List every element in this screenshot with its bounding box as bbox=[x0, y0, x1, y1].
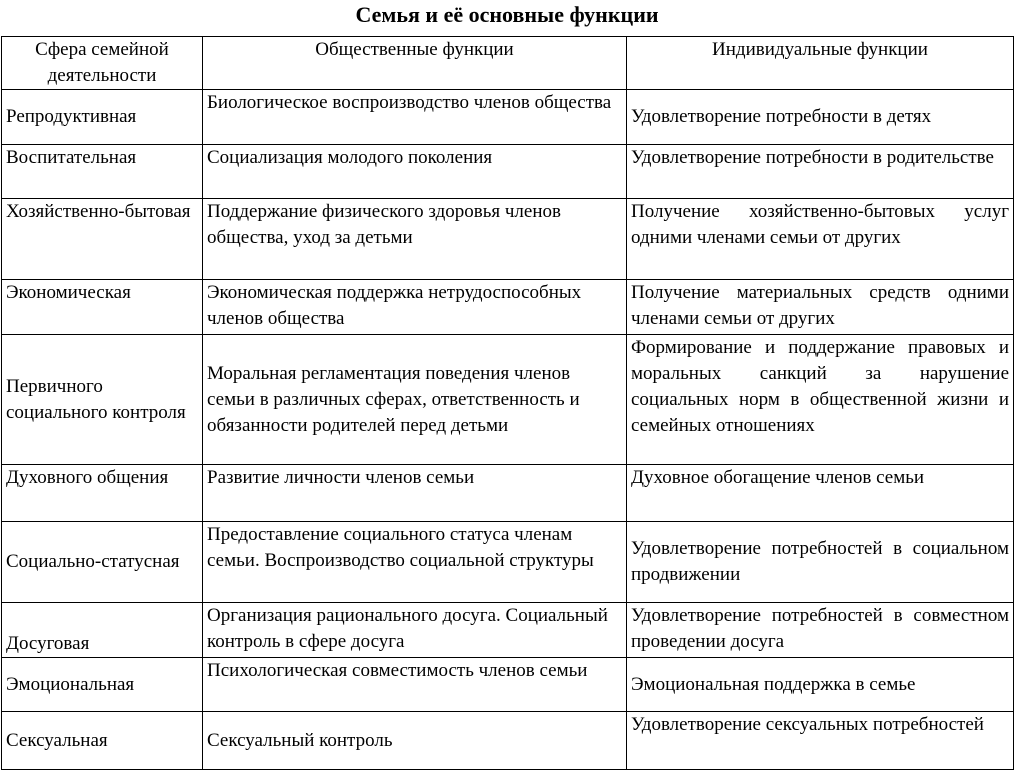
table-row bbox=[2, 658, 1014, 712]
row-sphere: Воспитательная bbox=[2, 145, 203, 199]
table-row bbox=[2, 199, 1014, 280]
row-societal: Моральная регламентация поведения членов семьи в различных сферах, ответственность и обязанности родителей перед детьми bbox=[203, 335, 627, 465]
row-individual: Удовлетворение сексуальных потребностей bbox=[627, 712, 1014, 770]
functions-table bbox=[1, 36, 1014, 770]
row-societal: Социализация молодого поколения bbox=[203, 145, 627, 199]
row-individual: Эмоциональная поддержка в семье bbox=[627, 658, 1014, 712]
row-sphere: Хозяйственно-бытовая bbox=[2, 199, 203, 280]
header-sphere: Сфера семейной деятельности bbox=[2, 37, 203, 90]
row-sphere: Первичного социального контроля bbox=[2, 335, 203, 465]
row-societal: Организация рационального досуга. Социальный контроль в сфере досуга bbox=[203, 603, 627, 658]
row-sphere: Социально-статусная bbox=[2, 522, 203, 603]
table-row bbox=[2, 280, 1014, 335]
row-sphere: Репродуктивная bbox=[2, 90, 203, 145]
row-individual: Духовное обогащение членов семьи bbox=[627, 465, 1014, 522]
table-row bbox=[2, 90, 1014, 145]
row-individual: Формирование и поддержание правовых и моральных санкций за нарушение социальных норм в общественной жизни и семейных отношениях bbox=[627, 335, 1014, 465]
table-row bbox=[2, 465, 1014, 522]
row-individual: Удовлетворение потребности в родительстве bbox=[627, 145, 1014, 199]
row-individual: Удовлетворение потребностей в социальном продвижении bbox=[627, 522, 1014, 603]
row-societal: Биологическое воспроизводство членов общества bbox=[203, 90, 627, 145]
row-societal: Сексуальный контроль bbox=[203, 712, 627, 770]
table-row bbox=[2, 335, 1014, 465]
row-sphere: Духовного общения bbox=[2, 465, 203, 522]
row-sphere: Досуговая bbox=[2, 603, 203, 658]
table-row bbox=[2, 145, 1014, 199]
page-title: Семья и её основные функции bbox=[355, 2, 659, 27]
row-individual: Удовлетворение потребности в детях bbox=[627, 90, 1014, 145]
table-row bbox=[2, 603, 1014, 658]
table-row bbox=[2, 712, 1014, 770]
row-individual: Удовлетворение потребностей в совместном проведении досуга bbox=[627, 603, 1014, 658]
row-sphere: Экономическая bbox=[2, 280, 203, 335]
header-societal: Общественные функции bbox=[203, 37, 627, 90]
table-header-row bbox=[2, 37, 1014, 90]
row-societal: Предоставление социального статуса членам семьи. Воспроизводство социальной структуры bbox=[203, 522, 627, 603]
row-societal: Развитие личности членов семьи bbox=[203, 465, 627, 522]
row-sphere: Эмоциональная bbox=[2, 658, 203, 712]
row-societal: Психологическая совместимость членов семьи bbox=[203, 658, 627, 712]
row-sphere: Сексуальная bbox=[2, 712, 203, 770]
table-row bbox=[2, 522, 1014, 603]
row-individual: Получение хозяйственно-бытовых услуг одними членами семьи от других bbox=[627, 199, 1014, 280]
row-societal: Поддержание физического здоровья членов общества, уход за детьми bbox=[203, 199, 627, 280]
header-individual: Индивидуальные функции bbox=[627, 37, 1014, 90]
row-societal: Экономическая поддержка нетрудоспособных членов общества bbox=[203, 280, 627, 335]
row-individual: Получение материальных средств одними членами семьи от других bbox=[627, 280, 1014, 335]
